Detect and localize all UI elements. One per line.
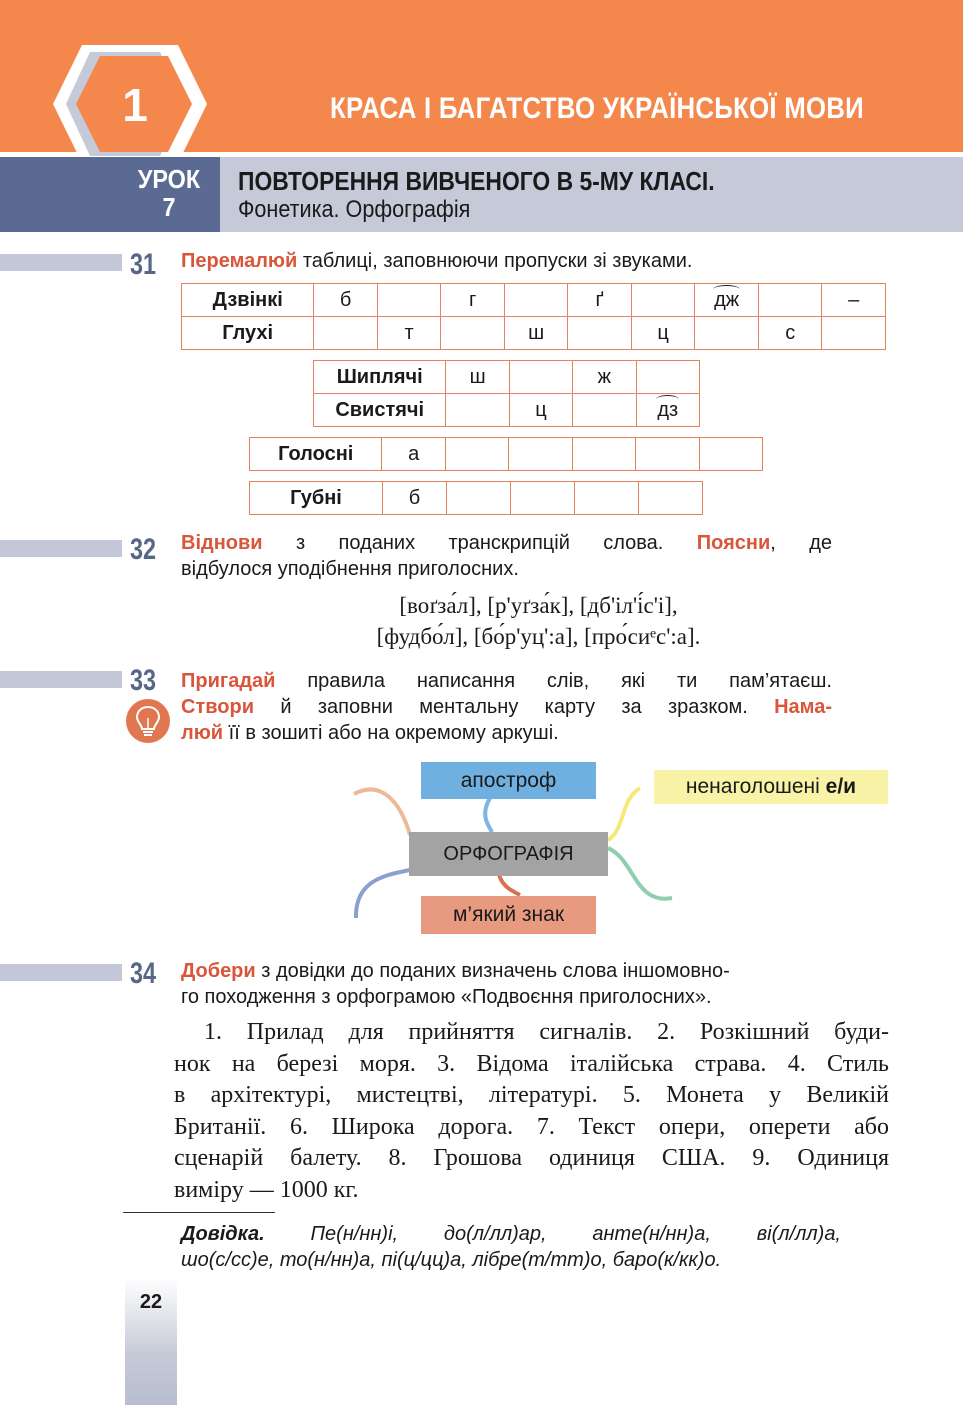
voicing-table bbox=[181, 283, 886, 350]
table-row: Свистячі ц дз bbox=[314, 394, 700, 427]
lesson-label-block bbox=[0, 157, 220, 232]
task-verb: Пригадай bbox=[181, 670, 276, 692]
table-row: Голосні а bbox=[250, 438, 763, 471]
mindmap-node-vowels: ненаголошені е/и bbox=[654, 770, 888, 804]
table-row: Глухі т ш ц с bbox=[182, 317, 886, 350]
task-34-definitions: 1. Прилад для прийняття сигналів. 2. Розкішний буди- нок на березі моря. 3. Відома італійська страва. 4. Стиль в архітектурі, мистецтві, літературі. 5. Монета у Великій Британії. 6. Широка дорога. 7. Текст опери, оперети або сценарій балету. 8. Грошова одиниця США. 9. Одиниця виміру — 1000 кг. bbox=[174, 1019, 889, 1203]
mindmap-node-center: ОРФОГРАФІЯ bbox=[409, 832, 608, 876]
sibilants-table bbox=[313, 360, 700, 427]
affricate-tie-mark: дз bbox=[657, 398, 679, 421]
lesson-number: 7 bbox=[162, 192, 176, 222]
lesson-title: ПОВТОРЕННЯ ВИВЧЕНОГО В 5-МУ КЛАСІ. bbox=[238, 166, 715, 196]
transcriptions: [воґза́л], [р'уґза́к], [дб'іл'і́с'і], [фудбо́л], [бо́р'уц':а], [про́сиᵉс':а]. bbox=[376, 593, 701, 649]
table-row: Шиплячі ш ж bbox=[314, 361, 700, 394]
hint-divider bbox=[123, 1212, 275, 1213]
task-verb: Добери bbox=[181, 960, 256, 982]
task-verb: Перемалюй bbox=[181, 250, 298, 272]
task-verb: Поясни bbox=[696, 532, 771, 554]
chapter-number: 1 bbox=[122, 79, 148, 131]
task-32-text: Віднови з поданих транскрипцій слова. Поясни, де відбулося уподібнення приголосних. bbox=[181, 532, 832, 580]
task-31-text: Перемалюй таблиці, заповнюючи пропуски зі звуками. bbox=[181, 250, 693, 272]
table-row: Губні б bbox=[250, 482, 703, 515]
task-number: 31 bbox=[130, 248, 157, 281]
table-row: Дзвінкі б г ґ дж – bbox=[182, 284, 886, 317]
mindmap-node-apostrophe: апостроф bbox=[421, 762, 596, 799]
affricate-tie-mark: дж bbox=[714, 288, 740, 311]
lesson-subtitle: Фонетика. Орфографія bbox=[238, 196, 471, 223]
page-number: 22 bbox=[139, 1291, 163, 1313]
vowels-table bbox=[249, 437, 763, 471]
task-verb: Створи bbox=[181, 696, 254, 718]
task-number: 33 bbox=[130, 664, 157, 697]
labials-table bbox=[249, 481, 703, 515]
task-marker-bar bbox=[0, 964, 122, 981]
mindmap-node-soft-sign: м’який знак bbox=[421, 896, 596, 934]
task-33-text: Пригадай правила написання слів, які ти пам’ятаєш. Створи й заповни ментальну карту за зразком. Нама- люй її в зошиті або на окремому аркуші. bbox=[181, 670, 832, 744]
task-number: 32 bbox=[130, 533, 157, 566]
task-marker-bar bbox=[0, 671, 122, 688]
chapter-title: КРАСА І БАГАТСТВО УКРАЇНСЬКОЇ МОВИ bbox=[330, 92, 864, 125]
task-marker-bar bbox=[0, 254, 122, 271]
hint-label: Довідка. bbox=[181, 1223, 265, 1245]
task-34-text: Добери з довідки до поданих визначень слова іншомовно- го походження з орфограмою «Подвоєння приголосних». bbox=[181, 960, 730, 1008]
hint-block: Довідка. Пе(н/нн)і, до(л/лл)ар, анте(н/нн)а, ві(л/лл)а, шо(с/сс)е, то(н/нн)а, пі(ц/цц)а, лібре(т/тт)о, баро(к/кк)о. bbox=[181, 1223, 841, 1271]
lightbulb-icon bbox=[125, 698, 171, 744]
task-number: 34 bbox=[130, 957, 157, 990]
task-marker-bar bbox=[0, 540, 122, 557]
lesson-label: УРОК bbox=[137, 164, 201, 194]
task-verb: Віднови bbox=[181, 532, 263, 554]
